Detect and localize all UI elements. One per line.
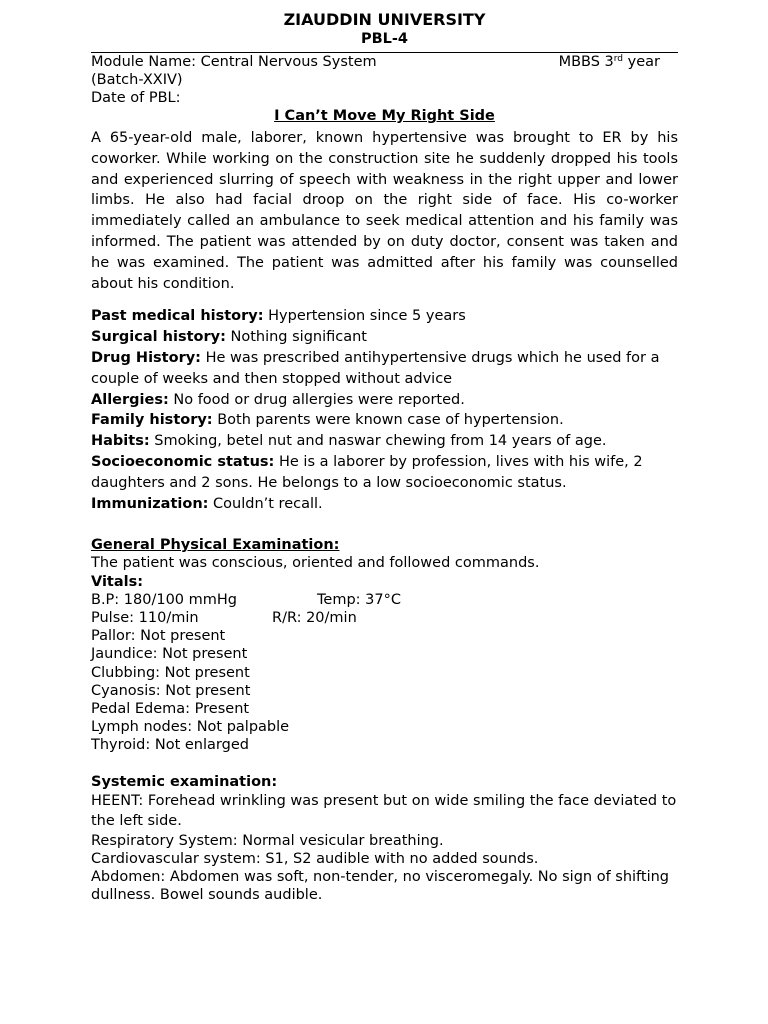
vitals-row-2 [91, 609, 678, 627]
history-label: Past medical history: [91, 308, 264, 325]
history-item [91, 431, 678, 452]
program-year [559, 53, 678, 71]
history-label: Drug History: [91, 349, 201, 366]
finding-pallor: Pallor: Not present [91, 628, 226, 645]
finding-lymph-nodes: Lymph nodes: Not palpable [91, 719, 290, 736]
history-item [91, 348, 678, 390]
year-prefix: MBBS 3 [558, 54, 614, 70]
pbl-number: PBL-4 [360, 31, 409, 47]
year-superscript: rd [613, 54, 624, 64]
respiratory-rate: R/R: 20/min [272, 609, 357, 626]
history-text: Smoking, betel nut and naswar chewing from 14 years of age. [149, 433, 607, 450]
vitals-heading: Vitals: [91, 573, 144, 590]
history-text: He is a laborer by profession, lives with his wife, 2 daughters and 2 sons. He belongs to a low socioeconomic status. [91, 453, 643, 491]
history-text: Hypertension since 5 years [263, 308, 466, 325]
vitals-row-1 [91, 591, 678, 609]
module-name: Module Name: Central Nervous System [91, 54, 377, 70]
history-item [91, 306, 678, 327]
finding-cyanosis: Cyanosis: Not present [91, 682, 251, 699]
respiratory-finding: Respiratory System: Normal vesicular breathing. [91, 832, 444, 849]
history-text: Couldn’t recall. [208, 495, 323, 512]
history-text: He was prescribed antihypertensive drugs which he used for a couple of weeks and then stopped without advice [91, 349, 660, 387]
systemic-heading: Systemic examination: [91, 773, 278, 790]
cardiovascular-finding: Cardiovascular system: S1, S2 audible with no added sounds. [91, 850, 539, 867]
history-label: Surgical history: [91, 329, 226, 346]
gpe-heading: General Physical Examination: [91, 537, 340, 554]
history-item [91, 390, 678, 411]
history-text: No food or drug allergies were reported. [168, 391, 465, 408]
module-row [91, 53, 678, 71]
heent-finding: HEENT: Forehead wrinkling was present but on wide smiling the face deviated to the left side. [91, 792, 677, 830]
document-page [91, 10, 678, 904]
history-item [91, 452, 678, 494]
university-name: ZIAUDDIN UNIVERSITY [283, 10, 486, 29]
case-title: I Can’t Move My Right Side [274, 108, 495, 124]
pbl-date: Date of PBL: [91, 90, 181, 106]
history-label: Allergies: [91, 391, 169, 408]
finding-thyroid: Thyroid: Not enlarged [91, 737, 249, 754]
temperature: Temp: 37°C [317, 591, 401, 608]
abdomen-finding: Abdomen: Abdomen was soft, non-tender, no visceromegaly. No sign of shifting dullness. Bowel sounds audible. [91, 868, 670, 904]
gpe-findings [91, 627, 678, 754]
history-label: Immunization: [91, 495, 209, 512]
finding-jaundice: Jaundice: Not present [91, 646, 248, 663]
blood-pressure: B.P: 180/100 mmHg [91, 591, 237, 608]
case-narrative: A 65-year-old male, laborer, known hypertensive was brought to ER by his coworker. While working on the construction site he suddenly dropped his tools and experienced slurring of speech with weakness in the right upper and lower limbs. He also had facial droop on the right side of face. His co-worker immediately called an ambulance to seek medical attention and his family was informed. The patient was attended by on duty doctor, consent was taken and he was examined. The patient was admitted after his family was counselled about his condition. [91, 130, 678, 292]
history-text: Nothing significant [225, 329, 367, 346]
history-section [91, 306, 678, 514]
year-suffix: year [623, 54, 660, 70]
finding-pedal-edema: Pedal Edema: Present [91, 700, 250, 717]
history-label: Habits: [91, 433, 150, 450]
batch: (Batch-XXIV) [91, 72, 183, 88]
pulse: Pulse: 110/min [91, 609, 199, 626]
history-label: Socioeconomic status: [91, 453, 275, 470]
gpe-intro: The patient was conscious, oriented and followed commands. [91, 555, 540, 572]
finding-clubbing: Clubbing: Not present [91, 664, 250, 681]
history-item [91, 410, 678, 431]
history-label: Family history: [91, 412, 213, 429]
history-item [91, 327, 678, 348]
history-text: Both parents were known case of hypertension. [212, 412, 564, 429]
history-item [91, 494, 678, 515]
